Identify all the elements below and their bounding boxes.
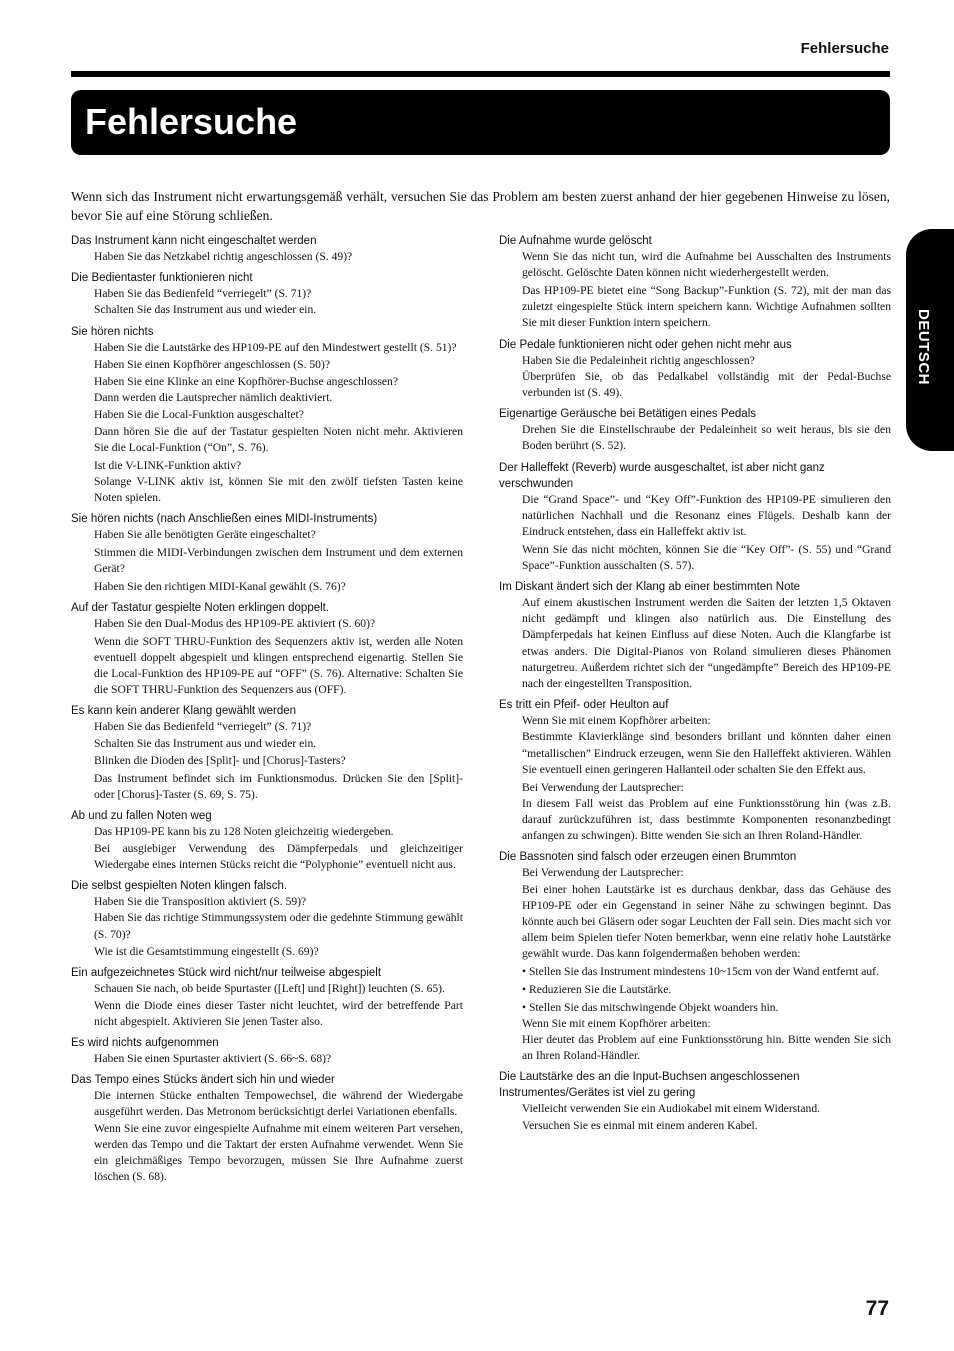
faq-answer: • Reduzieren Sie die Lautstärke. xyxy=(522,982,672,996)
faq-answer: Vielleicht verwenden Sie ein Audiokabel mit einem Widerstand. Versuchen Sie es einmal mit einem anderen Kabel. xyxy=(522,1102,821,1132)
faq-answer: Haben Sie einen Kopfhörer angeschlossen (S. 50)? Haben Sie eine Klinke an eine Kopfhörer-Buchse angeschlossen? Dann werden die Lautsprecher nämlich deaktiviert. xyxy=(94,358,398,404)
faq-answer: Bei Verwendung der Lautsprecher: In diesem Fall weist das Problem auf eine Funktionsstörung hin (was z.B. darauf zurückzuführen ist, dass bestimmte Komponenten resonanzbedingt anfangen zu schwingen). Bitte wenden Sie sich an Ihren Roland-Händler. xyxy=(522,780,891,843)
faq-answer: Blinken die Dioden des [Split]- und [Chorus]-Tasters? xyxy=(94,754,346,768)
page-title: Fehlersuche xyxy=(85,101,298,142)
faq-answer: Haben Sie einen Spurtaster aktiviert (S. 66~S. 68)? xyxy=(94,1052,332,1066)
faq-question: Die Bedientaster funktionieren nicht xyxy=(71,272,253,285)
faq-question: Im Diskant ändert sich der Klang ab einer bestimmten Note xyxy=(499,581,801,594)
faq-item xyxy=(71,600,463,699)
faq-question: Es tritt ein Pfeif- oder Heulton auf xyxy=(499,699,669,712)
running-header: Fehlersuche xyxy=(800,40,889,57)
faq-answer: Auf einem akustischen Instrument werden die Saiten der letzten 1,5 Oktaven nicht gedämpft und klingen also natürlich aus. Die Einstellung des Dämpferpedals hat keinen Einfluss auf diese Noten. Auch die Klangfarbe ist etwas anders. Die Digital-Pianos von Roland simulieren dieses Phänomen naturgetreu. Außerdem richtet sich der “ungedämpfte” Bereich des HP109-PE nach der eingestellten Transposition. xyxy=(522,596,891,691)
faq-item xyxy=(499,1069,891,1133)
faq-item xyxy=(499,460,891,575)
faq-item xyxy=(71,965,463,1030)
faq-answer: Stimmen die MIDI-Verbindungen zwischen dem Instrument und dem externen Gerät? xyxy=(94,545,463,576)
faq-answer: • Stellen Sie das Instrument mindestens 10~15cm von der Wand entfernt auf. xyxy=(522,965,879,979)
language-tab xyxy=(906,229,954,451)
faq-question: Ein aufgezeichnetes Stück wird nicht/nur teilweise abgespielt xyxy=(71,967,382,980)
faq-answer: Drehen Sie die Einstellschraube der Pedaleinheit so weit heraus, bis sie den Boden berührt (S. 52). xyxy=(522,423,891,453)
faq-question: Das Instrument kann nicht eingeschaltet werden xyxy=(71,235,317,247)
faq-answer: Wenn Sie mit einem Kopfhörer arbeiten: Bestimmte Klavierklänge sind besonders brillant und könnten daher einen “metallischen” Eindruck erzeugen, wenn Sie den Halleffekt aktivieren. Wählen Sie eventuell einen geringeren Hallanteil oder schalten Sie den Effekt aus. xyxy=(522,714,891,776)
faq-item xyxy=(499,337,891,402)
faq-answer: • Stellen Sie das mitschwingende Objekt woanders hin. Wenn Sie mit einem Kopfhörer arbeiten: Hier deutet das Problem auf eine Funktionsstörung hin. Bitte wenden Sie sich an Ihren Roland-Händler. xyxy=(522,1000,891,1063)
page-number: 77 xyxy=(865,1297,889,1320)
faq-answer: Bei Verwendung der Lautsprecher: Bei einer hohen Lautstärke ist es durchaus denkbar, dass das Gehäuse des HP109-PE oder ein Gegenstand in seiner Nähe zu schwingen beginnt. Das könnte auch bei Gläsern oder sogar Leuchten der Fall sein. Dies macht sich vor allem beim Spielen tiefer Noten bemerkbar, wenn eine relativ hohe Lautstärke gewählt wurde. Das kann folgendermaßen behoben werden: xyxy=(522,866,891,961)
faq-answer: Das HP109-PE bietet eine “Song Backup”-Funktion (S. 72), mit der man das zuletzt eingespielte Stück intern speichern kann. Wichtige Aufnahmen sollten Sie mit dieser Funktion intern speichern. xyxy=(522,283,891,330)
faq-answer: Wie ist die Gesamtstimmung eingestellt (S. 69)? xyxy=(94,945,319,959)
faq-answer: Ist die V-LINK-Funktion aktiv? Solange V-LINK aktiv ist, können Sie mit den zwölf tiefsten Tasten keine Noten spielen. xyxy=(94,458,463,504)
faq-item xyxy=(71,703,463,803)
faq-question: Es wird nichts aufgenommen xyxy=(71,1037,219,1050)
faq-question: Sie hören nichts (nach Anschließen eines MIDI-Instruments) xyxy=(71,513,378,526)
faq-item xyxy=(499,849,891,1064)
faq-answer: Das Instrument befindet sich im Funktionsmodus. Drücken Sie den [Split]- oder [Chorus]-Taster (S. 69, S. 75). xyxy=(94,772,463,802)
faq-item xyxy=(71,878,463,960)
faq-answer: Haben Sie den richtigen MIDI-Kanal gewählt (S. 76)? xyxy=(94,579,346,593)
intro-paragraph: Wenn sich das Instrument nicht erwartungsgemäß verhält, versuchen Sie das Problem am besten zuerst anhand der hier gegebenen Hinweise zu lösen, bevor Sie auf eine Störung schließen. xyxy=(71,189,890,223)
faq-answer: Haben Sie das Netzkabel richtig angeschlossen (S. 49)? xyxy=(94,250,353,263)
faq-answer: Haben Sie die Transposition aktiviert (S. 59)? Haben Sie das richtige Stimmungssystem oder die gedehnte Stimmung gewählt (S. 70)? xyxy=(94,895,463,941)
faq-item xyxy=(71,808,463,873)
left-column xyxy=(71,233,463,1190)
faq-question: Eigenartige Geräusche bei Betätigen eines Pedals xyxy=(499,408,757,421)
faq-item xyxy=(71,324,463,507)
faq-question: Die Bassnoten sind falsch oder erzeugen einen Brummton xyxy=(499,851,797,864)
faq-answer: Wenn Sie das nicht tun, wird die Aufnahme bei Ausschalten des Instruments gelöscht. Gelöschte Daten können nicht wiederhergestellt werden. xyxy=(522,250,891,280)
faq-question: Die Pedale funktionieren nicht oder gehen nicht mehr aus xyxy=(499,338,792,351)
faq-question: Ab und zu fallen Noten weg xyxy=(71,810,212,823)
faq-item xyxy=(71,511,463,595)
faq-question: Die selbst gespielten Noten klingen falsch. xyxy=(71,880,288,893)
faq-answer: Haben Sie die Pedaleinheit richtig angeschlossen? Überprüfen Sie, ob das Pedalkabel vollständig mit der Pedal-Buchse verbunden ist (S. 49). xyxy=(522,353,891,399)
faq-question: Die Aufnahme wurde gelöscht xyxy=(499,235,652,247)
faq-answer: Das HP109-PE kann bis zu 128 Noten gleichzeitig wiedergeben. Bei ausgiebiger Verwendung des Dämpferpedals und gleichzeitiger Wiedergabe eines internen Stücks reicht die “Polyphonie” eventuell nicht aus. xyxy=(94,825,463,871)
faq-item xyxy=(499,697,891,844)
faq-answer: Haben Sie die Lautstärke des HP109-PE auf den Mindestwert gestellt (S. 51)? xyxy=(94,340,457,354)
faq-answer: Wenn Sie das nicht möchten, können Sie die “Key Off”- (S. 55) und “Grand Space”-Funktion ausschalten (S. 57). xyxy=(522,542,891,572)
language-tab-label: DEUTSCH xyxy=(915,309,932,386)
faq-item xyxy=(499,406,891,454)
faq-question: Das Tempo eines Stücks ändert sich hin und wieder xyxy=(71,1074,335,1087)
faq-answer: Die “Grand Space”- und “Key Off”-Funktion des HP109-PE simulieren den natürlichen Nachhall und die Resonanz eines Flügels. Deshalb kann der Eindruck entstehen, dass ein Halleffekt aktiv ist. xyxy=(522,492,891,538)
faq-question: Der Halleffekt (Reverb) wurde ausgeschaltet, ist aber nicht ganz verschwunden xyxy=(499,461,825,490)
faq-item xyxy=(71,270,463,318)
faq-answer: Haben Sie die Local-Funktion ausgeschaltet? Dann hören Sie die auf der Tastatur gespielten Noten nicht mehr. Aktivieren Sie die Local-Funktion (“On”, S. 76). xyxy=(94,408,463,454)
faq-item xyxy=(71,233,463,265)
faq-answer: Haben Sie das Bedienfeld “verriegelt” (S. 71)? Schalten Sie das Instrument aus und wieder ein. xyxy=(94,720,317,750)
faq-question: Die Lautstärke des an die Input-Buchsen angeschlossenen Instrumentes/Gerätes ist viel zu gering xyxy=(499,1071,800,1100)
faq-item xyxy=(499,233,891,332)
faq-item xyxy=(71,1072,463,1185)
faq-answer: Schauen Sie nach, ob beide Spurtaster ([Left] und [Right]) leuchten (S. 65). Wenn die Diode eines dieser Taster nicht leuchtet, wird der betreffende Part nicht abgespielt. Aktivieren Sie jenen Taster also. xyxy=(94,982,463,1028)
faq-answer: Haben Sie den Dual-Modus des HP109-PE aktiviert (S. 60)? xyxy=(94,616,376,630)
faq-question: Sie hören nichts xyxy=(71,325,154,338)
faq-answer: Haben Sie alle benötigten Geräte eingeschaltet? xyxy=(94,528,316,542)
right-column xyxy=(499,233,891,1139)
faq-question: Es kann kein anderer Klang gewählt werden xyxy=(71,705,297,718)
faq-question: Auf der Tastatur gespielte Noten erklingen doppelt. xyxy=(71,601,330,614)
header-rule xyxy=(71,71,890,77)
faq-answer: Die internen Stücke enthalten Tempowechsel, die während der Wiedergabe ausgeführt werden. Das Metronom berücksichtigt derlei Variationen ebenfalls. Wenn Sie eine zuvor eingespielte Aufnahme mit einem weiteren Part versehen, werden das Tempo und die Taktart der ersten Aufnahme verwendet. Wenn Sie ein gleichmäßiges Tempo bevorzugen, müssen Sie Ihre Aufnahme zuerst löschen (S. 68). xyxy=(94,1089,463,1184)
faq-answer: Haben Sie das Bedienfeld “verriegelt” (S. 71)? Schalten Sie das Instrument aus und wieder ein. xyxy=(94,287,317,317)
faq-answer: Wenn die SOFT THRU-Funktion des Sequenzers aktiv ist, werden alle Noten eventuell doppelt abgespielt und klingen entsprechend eigenartig. Stellen Sie die Local-Funktion des HP109-PE auf “OFF” (S. 76). Alternative: Schalten Sie die SOFT THRU-Funktion des Sequenzers aus (OFF). xyxy=(94,634,463,697)
faq-item xyxy=(499,579,891,692)
title-bar xyxy=(71,90,890,155)
faq-item xyxy=(71,1035,463,1067)
